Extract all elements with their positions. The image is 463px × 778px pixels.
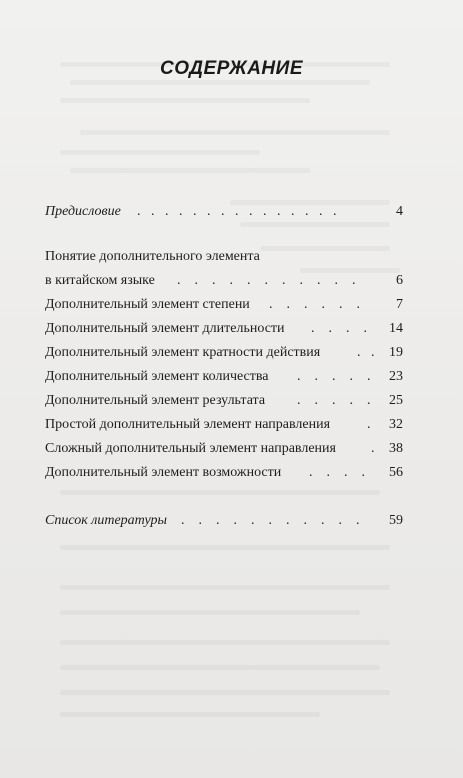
toc-leader-dots: . xyxy=(371,441,375,456)
toc-page-number: 25 xyxy=(389,393,403,408)
toc-leader-dots: . . . . xyxy=(311,321,367,336)
toc-page-number: 56 xyxy=(389,465,403,480)
toc-entry-label: Список литературы xyxy=(45,513,167,528)
toc-entry-label: Простой дополнительный элемент направления xyxy=(45,417,331,432)
toc-leader-dots: . . xyxy=(357,345,375,360)
toc-entry-label: в китайском языке xyxy=(45,273,155,288)
toc-leader-dots: . . . . . . . . . . . . . . . xyxy=(137,204,337,219)
toc-entry-label: Дополнительный элемент кратности действия xyxy=(45,345,321,360)
toc-entry-label: Понятие дополнительного элемента xyxy=(45,249,260,264)
toc-entry-label: Дополнительный элемент степени xyxy=(45,297,250,312)
toc-leader-dots: . . . . . xyxy=(297,393,371,408)
page-title: СОДЕРЖАНИЕ xyxy=(160,58,303,79)
toc-leader-dots: . . . . . . . . . . . xyxy=(181,513,360,528)
toc-page-number: 23 xyxy=(389,369,403,384)
toc-entry-label: Дополнительный элемент возможности xyxy=(45,465,282,480)
toc-leader-dots: . . . . . . . . . . . xyxy=(177,273,356,288)
toc-leader-dots: . . . . . xyxy=(297,369,371,384)
toc-page-number: 59 xyxy=(389,513,403,528)
toc-leader-dots: . . . . . . xyxy=(269,297,360,312)
toc-leader-dots: . . . . xyxy=(309,465,365,480)
toc-page-number: 14 xyxy=(389,321,403,336)
toc-leader-dots: . xyxy=(367,417,371,432)
toc-page-number: 4 xyxy=(396,204,403,219)
toc-entry-label: Дополнительный элемент результата xyxy=(45,393,266,408)
toc-entry-label: Предисловие xyxy=(45,204,121,219)
toc-page-number: 7 xyxy=(396,297,403,312)
toc-page-number: 19 xyxy=(389,345,403,360)
toc-page-number: 32 xyxy=(389,417,403,432)
toc-page-number: 38 xyxy=(389,441,403,456)
toc-page-number: 6 xyxy=(396,273,403,288)
toc-entry-label: Дополнительный элемент длительности xyxy=(45,321,285,336)
toc-entry-label: Дополнительный элемент количества xyxy=(45,369,269,384)
toc-entry-label: Сложный дополнительный элемент направления xyxy=(45,441,336,456)
